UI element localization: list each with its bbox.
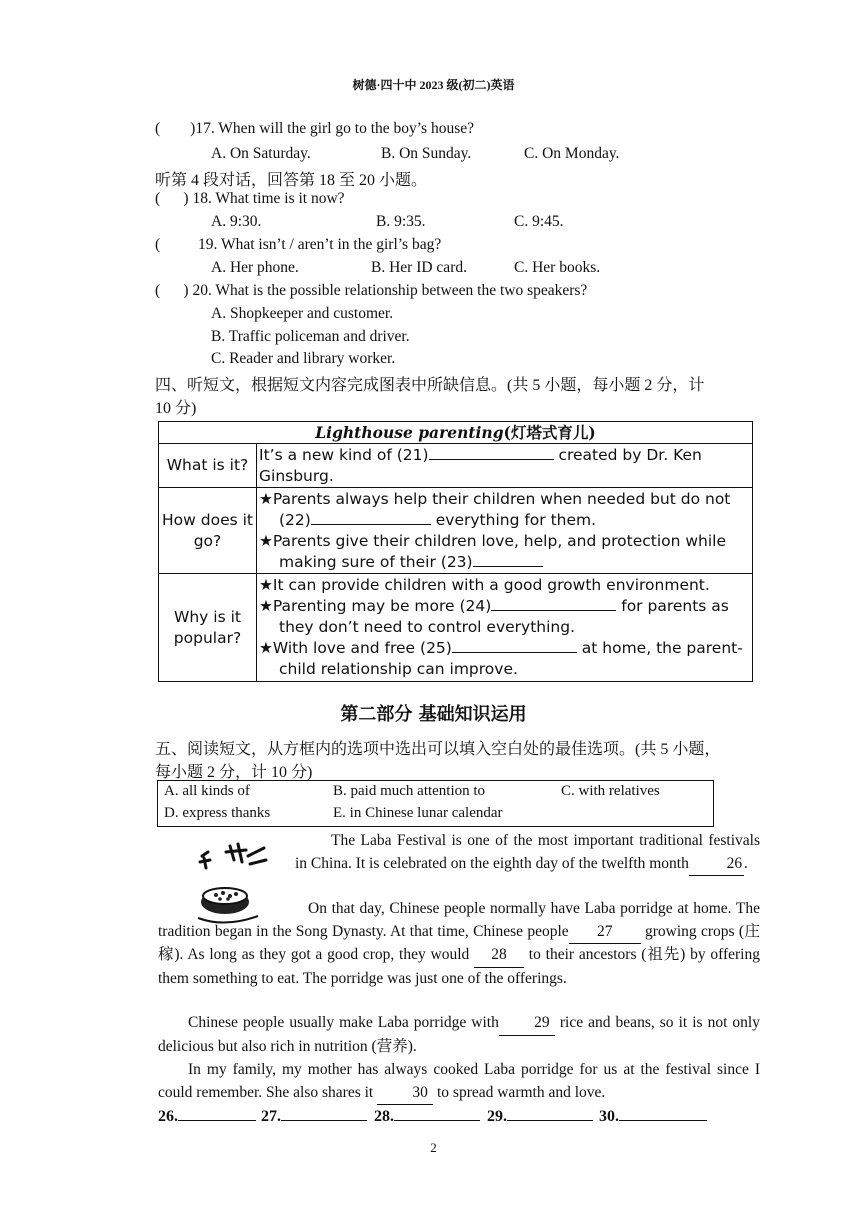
q17-stem <box>155 120 474 138</box>
q20-option-b: B. Traffic policeman and driver. <box>211 328 410 345</box>
row3-star2-text-a: ★Parenting may be more (24) <box>259 597 492 615</box>
page-header: 树德·四十中 2023 级(初二)英语 <box>352 78 515 92</box>
blank-27[interactable] <box>569 921 641 945</box>
q19-stem: 19. What isn’t / aren’t in the girl’s bag? <box>198 236 442 253</box>
blank-21[interactable] <box>429 445 554 460</box>
answer-29-line[interactable] <box>507 1104 593 1121</box>
q18-stem: ( ) 18. What time is it now? <box>155 190 345 207</box>
row-content-how <box>257 488 753 574</box>
answer-30 <box>599 1104 707 1126</box>
q18-option-b: B. 9:35. <box>376 213 426 230</box>
answer-27 <box>261 1104 367 1126</box>
blank-30[interactable] <box>377 1082 433 1106</box>
q19-option-b: B. Her ID card. <box>371 259 467 276</box>
option-c: C. with relatives <box>561 783 660 799</box>
q19-option-c: C. Her books. <box>514 259 601 276</box>
row1-text-b: created by Dr. Ken Ginsburg. <box>259 445 702 485</box>
passage-paragraph-3 <box>158 1012 760 1058</box>
section4-dialogue-intro: 听第 4 段对话，回答第 18 至 20 小题。 <box>155 172 428 189</box>
section4-title: 四、听短文，根据短文内容完成图表中所缺信息。(共 5 小题，每小题 2 分，计 <box>155 377 705 394</box>
answer-29 <box>487 1104 593 1126</box>
blank-22[interactable] <box>311 510 431 525</box>
blank-27-number: 27 <box>596 922 613 940</box>
blank-26[interactable] <box>689 853 744 877</box>
row-content-what <box>257 444 753 488</box>
blank-28-number: 28 <box>491 946 507 963</box>
options-box <box>157 780 714 827</box>
row-label-how: How does it go? <box>159 488 257 574</box>
row3-star3-text-a: ★With love and free (25) <box>259 639 452 657</box>
answer-27-line[interactable] <box>281 1104 367 1121</box>
answer-26 <box>158 1104 256 1126</box>
table-title-en: Lighthouse parenting <box>315 423 504 442</box>
answer-26-line[interactable] <box>178 1104 256 1121</box>
row2-star-2 <box>259 531 750 573</box>
blank-29[interactable] <box>499 1012 555 1036</box>
lighthouse-parenting-table <box>158 421 753 682</box>
p2-text-c: to their ancestors (祖先) by offering them something to eat. The porridge was just one of the offerings. <box>158 946 760 987</box>
answer-30-line[interactable] <box>619 1104 707 1121</box>
q20-option-c: C. Reader and library worker. <box>211 350 396 367</box>
section5-title: 五、阅读短文，从方框内的选项中选出可以填入空白处的最佳选项。(共 5 小题， <box>155 741 721 758</box>
option-d: D. express thanks <box>164 805 271 821</box>
p3-text-a: Chinese people usually make Laba porridge with <box>188 1014 499 1031</box>
row3-star3-text-b: at home, the parent-child relationship can improve. <box>279 639 743 678</box>
table-title-cn: (灯塔式育儿) <box>503 423 596 442</box>
p1-end: . <box>743 854 748 872</box>
row-content-why <box>257 574 753 682</box>
part2-title: 第二部分 基础知识运用 <box>340 704 527 725</box>
q20-stem: ( ) 20. What is the possible relationship between the two speakers? <box>155 282 588 299</box>
p1-text: The Laba Festival is one of the most important traditional festivals in China. It is celebrated on the eighth day of the twelfth month <box>295 832 760 872</box>
row-label-what: What is it? <box>159 444 257 488</box>
p4-text-a: In my family, my mother has always cooked Laba porridge for us at the festival since I could remember. She also shares it <box>158 1061 760 1101</box>
answer-29-label: 29. <box>487 1108 507 1125</box>
p2-text-a: On that day, Chinese people normally have Laba porridge at home. The tradition began in the Song Dynasty. At that time, Chinese people <box>158 900 760 940</box>
section4-title-cont: 10 分) <box>155 400 197 417</box>
q18-option-c: C. 9:45. <box>514 213 564 230</box>
q17-question: )17. When will the girl go to the boy’s house? <box>190 120 475 137</box>
q19-option-a: A. Her phone. <box>211 259 299 276</box>
answer-27-label: 27. <box>261 1108 281 1125</box>
blank-30-number: 30 <box>412 1083 428 1101</box>
blank-29-number: 29 <box>534 1014 550 1031</box>
q17-option-a: A. On Saturday. <box>211 145 311 162</box>
passage-paragraph-2 <box>158 898 760 990</box>
row2-star1-text-b: everything for them. <box>430 510 597 529</box>
blank-23[interactable] <box>473 552 543 567</box>
q17-option-c: C. On Monday. <box>524 145 620 162</box>
q17-paren: ( <box>155 120 161 137</box>
q19-paren: ( <box>155 236 161 253</box>
option-e: E. in Chinese lunar calendar <box>333 805 503 821</box>
passage-paragraph-4 <box>158 1059 760 1105</box>
table-title <box>159 422 753 444</box>
answer-28-label: 28. <box>374 1108 394 1125</box>
row2-star1-text-a: ★Parents always help their children when needed but do not (22) <box>259 489 731 529</box>
row3-star2-text-b: for parents as they don’t need to control everything. <box>279 597 729 636</box>
q17-option-b: B. On Sunday. <box>381 145 472 162</box>
p2-text-b: growing crops (庄稼). As long as they got a good crop, they would <box>158 922 760 963</box>
blank-24[interactable] <box>491 596 616 611</box>
answer-28-line[interactable] <box>394 1104 480 1121</box>
row2-star-1 <box>259 489 750 531</box>
row1-text-a: It’s a new kind of (21) <box>259 445 429 464</box>
p3-text-b: rice and beans, so it is not only delicious but also rich in nutrition (营养). <box>158 1014 760 1055</box>
q18-option-a: A. 9:30. <box>211 213 262 230</box>
row-label-why: Why is it popular? <box>159 574 257 682</box>
page-number: 2 <box>430 1140 437 1155</box>
section5-title-cont: 每小题 2 分，计 10 分) <box>155 764 313 781</box>
blank-28[interactable] <box>474 944 524 968</box>
option-b: B. paid much attention to <box>333 783 486 799</box>
option-a: A. all kinds of <box>164 783 250 799</box>
blank-25[interactable] <box>452 638 577 653</box>
row3-star-2 <box>259 596 750 638</box>
blank-26-number: 26 <box>726 854 743 872</box>
row3-star-3 <box>259 638 750 680</box>
row2-star2-text: ★Parents give their children love, help, and protection while making sure of their (23) <box>259 531 727 571</box>
passage-paragraph-1 <box>295 830 760 876</box>
p4-text-b: to spread warmth and love. <box>433 1083 606 1101</box>
answer-26-label: 26. <box>158 1108 178 1125</box>
answer-28 <box>374 1104 480 1126</box>
answer-30-label: 30. <box>599 1108 619 1125</box>
q20-option-a: A. Shopkeeper and customer. <box>211 305 394 322</box>
row3-star-1: ★It can provide children with a good growth environment. <box>259 576 710 594</box>
